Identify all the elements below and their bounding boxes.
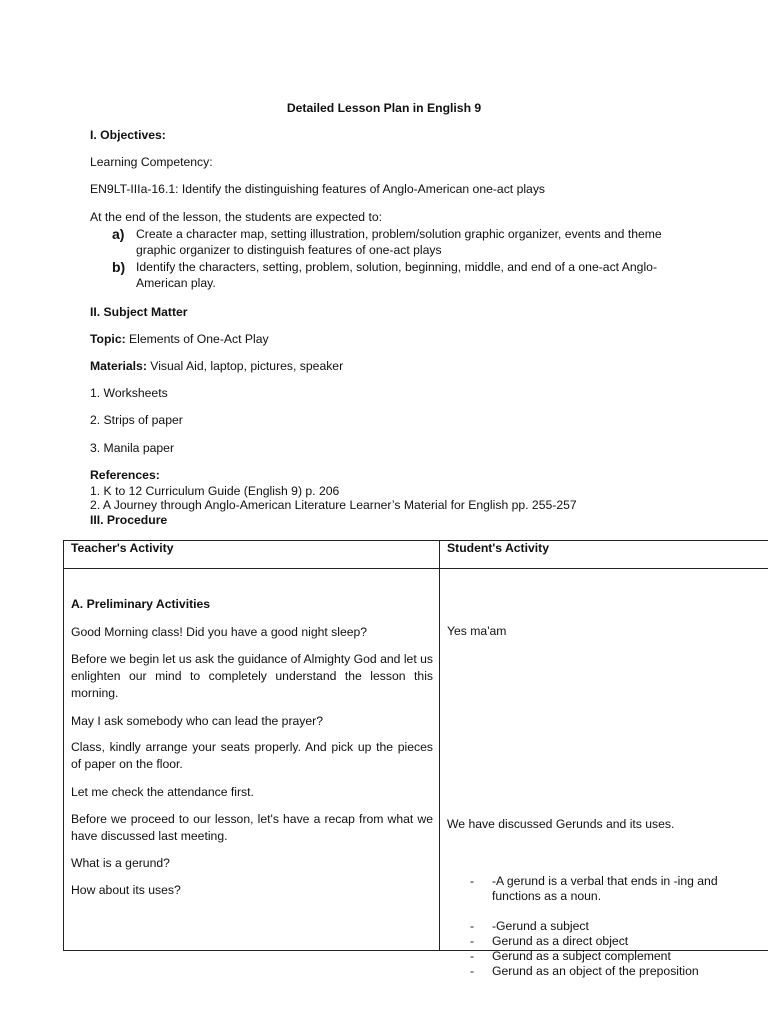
material-item: 3. Manila paper [90, 441, 175, 455]
teacher-line: May I ask somebody who can lead the prayer? [71, 714, 324, 728]
student-activity-header: Student's Activity [447, 541, 549, 555]
competency-text: EN9LT-IIIa-16.1: Identify the distinguishing features of Anglo-American one-act plays [90, 182, 546, 196]
list-dash: - [470, 874, 475, 888]
student-line: We have discussed Gerunds and its uses. [447, 817, 675, 831]
student-activity-cell [440, 569, 768, 978]
objectives-heading: I. Objectives: [90, 128, 166, 142]
gerund-use-item: Gerund as an object of the preposition [492, 964, 699, 978]
topic-line [90, 332, 269, 347]
competency-label: Learning Competency: [90, 155, 213, 169]
topic-label: Topic: [90, 332, 126, 346]
material-item: 2. Strips of paper [90, 413, 183, 427]
teacher-line: Before we begin let us ask the guidance of Almighty God and let us enlighten our mind to completely understand the lesson this morning. [71, 652, 433, 700]
table-header-row [64, 541, 768, 569]
materials-value: Visual Aid, laptop, pictures, speaker [146, 359, 344, 373]
reference-item: 2. A Journey through Anglo-American Literature Learner’s Material for English pp. 255-257 [90, 498, 577, 512]
references-heading: References: [90, 468, 160, 482]
material-item: 1. Worksheets [90, 386, 168, 400]
objective-b-text: Identify the characters, setting, problem, solution, beginning, middle, and end of a one-act Anglo-American play. [136, 260, 657, 290]
list-dash: - [470, 934, 475, 948]
gerund-use-item: Gerund as a direct object [492, 934, 629, 948]
gerund-use-item: Gerund as a subject complement [492, 949, 671, 963]
teacher-line: Good Morning class! Did you have a good night sleep? [71, 625, 368, 639]
teacher-header-cell [64, 541, 440, 569]
activity-table [63, 540, 768, 978]
teacher-line: Class, kindly arrange your seats properly. And pick up the pieces of paper on the floor. [71, 740, 433, 771]
expectation-intro: At the end of the lesson, the students are expected to: [90, 210, 383, 224]
teacher-activity-cell [64, 569, 440, 951]
subject-matter-heading: II. Subject Matter [90, 305, 188, 319]
objective-a-marker: a) [112, 226, 125, 242]
gerund-use-item: -Gerund a subject [492, 919, 589, 933]
teacher-line: How about its uses? [71, 883, 181, 897]
list-dash: - [470, 964, 475, 978]
reference-item: 1. K to 12 Curriculum Guide (English 9) p. 206 [90, 484, 340, 498]
list-dash: - [470, 919, 475, 933]
preliminary-activities-heading: A. Preliminary Activities [71, 597, 211, 611]
materials-label: Materials: [90, 359, 147, 373]
materials-line [90, 359, 343, 374]
list-dash: - [470, 949, 475, 963]
objective-a-text: Create a character map, setting illustration, problem/solution graphic organizer, events and theme graphic organizer to distinguish features of one-act plays [136, 227, 662, 257]
student-header-cell [440, 541, 768, 569]
document-title: Detailed Lesson Plan in English 9 [286, 101, 482, 115]
topic-value: Elements of One-Act Play [125, 332, 269, 346]
teacher-line: Let me check the attendance first. [71, 785, 254, 799]
table-row [64, 569, 768, 951]
student-line: Yes ma'am [447, 624, 507, 638]
teacher-line: What is a gerund? [71, 856, 170, 870]
gerund-definition: -A gerund is a verbal that ends in -ing and functions as a noun. [492, 874, 718, 903]
teacher-line: Before we proceed to our lesson, let's have a recap from what we have discussed last meeting. [71, 812, 433, 843]
teacher-activity-header: Teacher's Activity [71, 541, 174, 555]
procedure-heading: III. Procedure [90, 513, 168, 527]
objective-b-marker: b) [112, 259, 126, 275]
